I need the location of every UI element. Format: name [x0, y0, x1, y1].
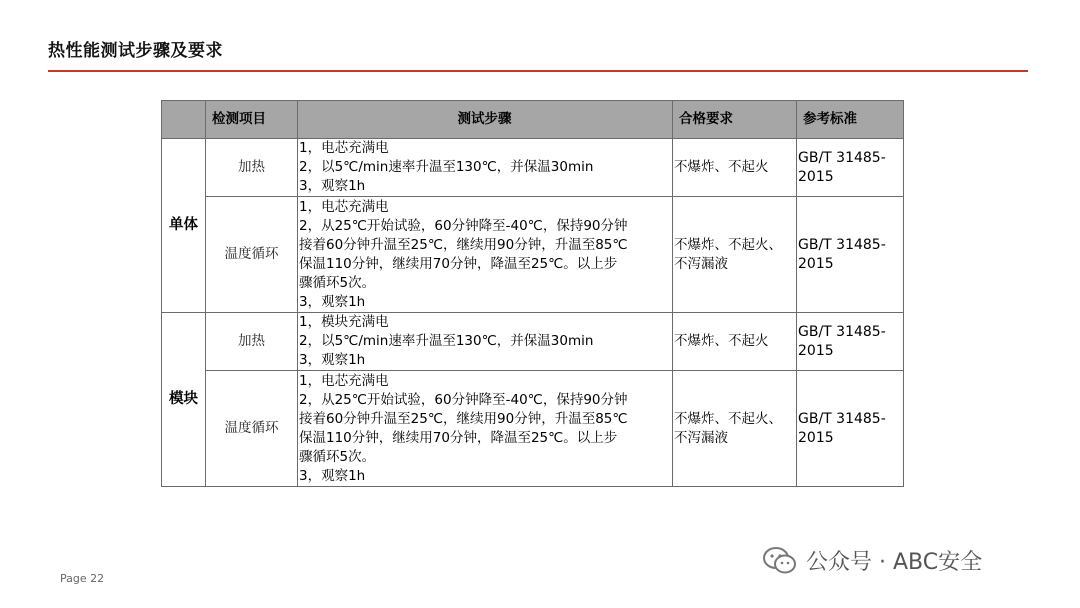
wechat-icon [762, 546, 798, 576]
table-row [162, 197, 904, 313]
requirement-cell: 不爆炸、不起火、不泻漏液 [673, 197, 797, 313]
requirement-cell: 不爆炸、不起火 [673, 313, 797, 371]
test-requirements-table [161, 100, 904, 487]
header-standard: 参考标准 [797, 101, 904, 139]
step-line: 2，从25℃开始试验，60分钟降至-40℃，保持90分钟 [299, 391, 628, 408]
header-test-steps: 测试步骤 [298, 101, 673, 139]
step-line: 1，电芯充满电 [299, 198, 389, 215]
table-header-row [162, 101, 904, 139]
standard-cell: GB/T 31485-2015 [797, 371, 904, 487]
header-requirement: 合格要求 [673, 101, 797, 139]
step-line: 3，观察1h [299, 293, 366, 310]
step-line: 1，电芯充满电 [299, 372, 389, 389]
step-line: 2，以5℃/min速率升温至130℃，并保温30min [299, 333, 594, 349]
step-line: 2，以5℃/min速率升温至130℃，并保温30min [299, 159, 594, 175]
page-title: 热性能测试步骤及要求 [48, 41, 223, 61]
header-test-item: 检测项目 [206, 101, 298, 139]
test-steps-cell [298, 139, 673, 197]
group-label-cell: 模块 [162, 313, 206, 487]
test-steps-cell [298, 371, 673, 487]
header-blank-cell [162, 101, 206, 139]
step-line: 1，电芯充满电 [299, 140, 389, 156]
table-row [162, 313, 904, 371]
step-line: 3，观察1h [299, 467, 366, 484]
step-line: 接着60分钟升温至25℃，继续用90分钟，升温至85℃ [299, 236, 628, 253]
test-item-cell: 温度循环 [206, 371, 298, 487]
watermark-text: 公众号 · ABC安全 [806, 550, 983, 575]
requirement-cell: 不爆炸、不起火、不泻漏液 [673, 371, 797, 487]
step-line: 保温110分钟，继续用70分钟，降温至25℃。以上步 [299, 255, 618, 272]
standard-cell: GB/T 31485-2015 [797, 139, 904, 197]
group-label-cell: 单体 [162, 139, 206, 313]
requirement-cell: 不爆炸、不起火 [673, 139, 797, 197]
test-steps-cell [298, 313, 673, 371]
step-line: 骤循环5次。 [299, 274, 376, 291]
step-line: 保温110分钟，继续用70分钟，降温至25℃。以上步 [299, 429, 618, 446]
title-divider [48, 70, 1028, 72]
step-line: 2，从25℃开始试验，60分钟降至-40℃，保持90分钟 [299, 217, 628, 234]
step-line: 3，观察1h [299, 352, 366, 368]
page-number: Page 22 [60, 572, 105, 585]
standard-cell: GB/T 31485-2015 [797, 313, 904, 371]
test-item-cell: 加热 [206, 139, 298, 197]
test-steps-cell [298, 197, 673, 313]
test-item-cell: 温度循环 [206, 197, 298, 313]
watermark [762, 545, 982, 576]
standard-cell: GB/T 31485-2015 [797, 197, 904, 313]
step-line: 3，观察1h [299, 178, 366, 194]
test-item-cell: 加热 [206, 313, 298, 371]
table-row [162, 371, 904, 487]
step-line: 接着60分钟升温至25℃，继续用90分钟，升温至85℃ [299, 410, 628, 427]
table-row [162, 139, 904, 197]
step-line: 骤循环5次。 [299, 448, 376, 465]
step-line: 1，模块充满电 [299, 314, 389, 330]
